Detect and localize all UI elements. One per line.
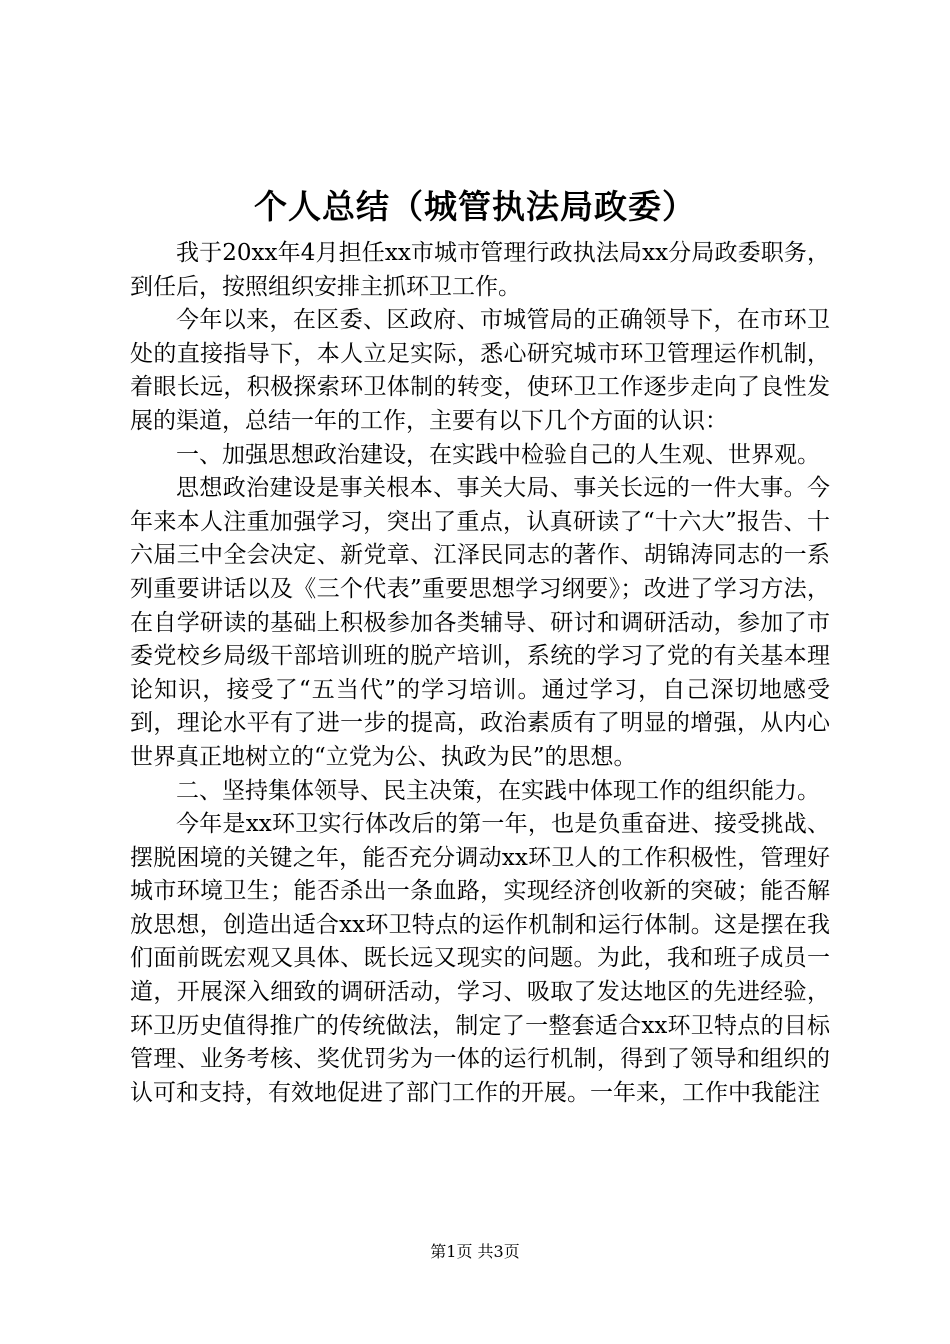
paragraph-section-2: 今年是xx环卫实行体改后的第一年，也是负重奋进、接受挑战、摆脱困境的关键之年，能否充分调动xx环卫人的工作积极性，管理好城市环境卫生；能否杀出一条血路，实现经济创收新的突破；能否解放思想，创造出适合xx环卫特点的运作机制和运行体制。这是摆在我们面前既宏观又具体、既长远又现实的问题。为此，我和班子成员一道，开展深入细致的调研活动，学习、吸取了发达地区的先进经验，环卫历史值得推广的传统做法，制定了一整套适合xx环卫特点的目标管理、业务考核、奖优罚劣为一体的运行机制，得到了领导和组织的认可和支持，有效地促进了部门工作的开展。一年来，工作中我能注 [130,811,830,1106]
document-body [130,237,830,1110]
page-footer: 第1页 共3页 [430,1242,520,1261]
paragraph-section-1: 思想政治建设是事关根本、事关大局、事关长远的一件大事。今年来本人注重加强学习，突出了重点，认真研读了“十六大”报告、十六届三中全会决定、新党章、江泽民同志的著作、胡锦涛同志的一系列重要讲话以及《三个代表”重要思想学习纲要》；改进了学习方法，在自学研读的基础上积极参加各类辅导、研讨和调研活动，参加了市委党校乡局级干部培训班的脱产培训，系统的学习了党的有关基本理论知识，接受了“五当代”的学习培训。通过学习，自己深切地感受到，理论水平有了进一步的提高，政治素质有了明显的增强，从内心世界真正地树立的“立党为公、执政为民”的思想。 [130,475,830,770]
section-heading-1: 一、加强思想政治建设，在实践中检验自己的人生观、世界观。 [176,441,820,468]
document-title: 个人总结（城管执法局政委） [254,187,696,226]
paragraph-overview: 今年以来，在区委、区政府、市城管局的正确领导下，在市环卫处的直接指导下，本人立足实际，悉心研究城市环卫管理运作机制，着眼长远，积极探索环卫体制的转变，使环卫工作逐步走向了良性发展的渠道，总结一年的工作，主要有以下几个方面的认识： [130,307,830,434]
section-heading-2: 二、坚持集体领导、民主决策，在实践中体现工作的组织能力。 [176,777,820,804]
paragraph-intro: 我于20xx年4月担任xx市城市管理行政执法局xx分局政委职务，到任后，按照组织安排主抓环卫工作。 [130,240,830,300]
